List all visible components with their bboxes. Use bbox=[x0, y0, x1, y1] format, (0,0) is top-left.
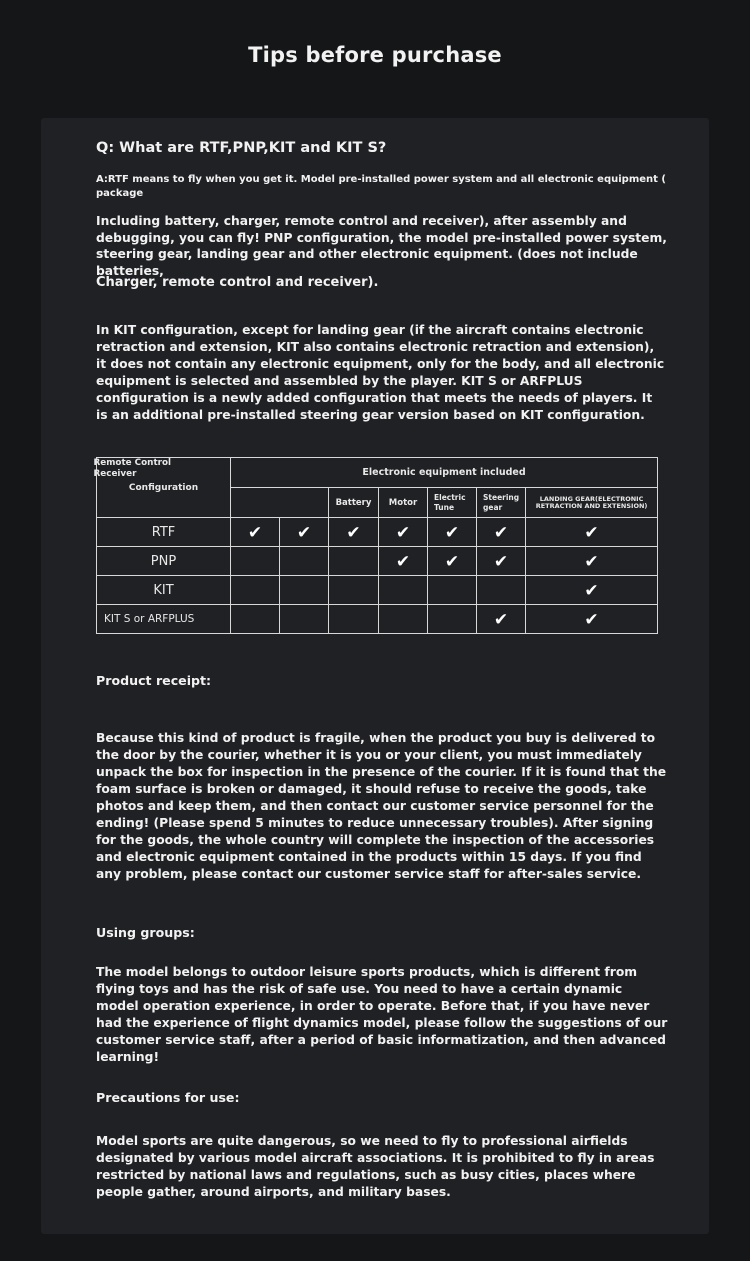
check-icon: ✔ bbox=[444, 522, 460, 543]
check-icon: ✔ bbox=[247, 522, 263, 543]
cell-2-2 bbox=[329, 576, 379, 605]
cell-2-6 bbox=[526, 576, 658, 605]
cell-0-1 bbox=[280, 518, 329, 547]
row-label: RTF bbox=[97, 518, 231, 547]
cell-1-5 bbox=[477, 547, 526, 576]
equipment-group-header: Electronic equipment included bbox=[231, 458, 658, 488]
faq-answer-continued: Charger, remote control and receiver). bbox=[96, 275, 379, 290]
cell-1-2 bbox=[329, 547, 379, 576]
check-icon: ✔ bbox=[296, 522, 312, 543]
cell-2-4 bbox=[428, 576, 477, 605]
cell-2-0 bbox=[231, 576, 280, 605]
receipt-text: Because this kind of product is fragile, when the product you buy is delivered to the door by the courier, whether it is you or your client, you must immediately unpack the box for inspection in the presence of the courier. If it is found that the foam surface is broken or damaged, it should refuse to receive the goods, take photos and keep them, and then contact our customer service personnel for the ending! (Please spend 5 minutes to reduce unnecessary troubles). After signing for the goods, the whole country will complete the inspection of the accessories and electronic equipment contained in the products within 15 days. If you find any problem, please contact our customer service staff for after-sales service. bbox=[96, 731, 667, 881]
check-icon: ✔ bbox=[584, 580, 599, 601]
table-row bbox=[97, 605, 658, 634]
table-row bbox=[97, 518, 658, 547]
cell-3-5 bbox=[477, 605, 526, 634]
precautions-text: Model sports are quite dangerous, so we need to fly to professional airfields designated by various model aircraft associations. It is prohibited to fly in areas restricted by national laws and regulations, such as busy cities, places where people gather, around airports, and military bases. bbox=[96, 1134, 655, 1199]
check-icon: ✔ bbox=[395, 551, 411, 572]
cell-1-3 bbox=[379, 547, 428, 576]
cell-3-4 bbox=[428, 605, 477, 634]
col-servo: Steering gear bbox=[477, 488, 526, 518]
cell-3-1 bbox=[280, 605, 329, 634]
cell-2-1 bbox=[280, 576, 329, 605]
check-icon: ✔ bbox=[584, 551, 599, 572]
groups-heading: Using groups: bbox=[96, 925, 195, 940]
cell-1-4 bbox=[428, 547, 477, 576]
cell-0-3 bbox=[379, 518, 428, 547]
cell-2-3 bbox=[379, 576, 428, 605]
table-row bbox=[97, 547, 658, 576]
groups-text: The model belongs to outdoor leisure sports products, which is different from flying toys and has the risk of safe use. You need to have a certain dynamic model operation experience, in order to operate. Before that, if you have never had the experience of flight dynamics model, please follow the suggestions of our customer service staff, after a period of basic informatization, and then advanced learning! bbox=[96, 965, 668, 1064]
cell-3-3 bbox=[379, 605, 428, 634]
cell-3-6 bbox=[526, 605, 658, 634]
col-esc: Electric Tune bbox=[428, 488, 477, 518]
precautions-heading: Precautions for use: bbox=[96, 1090, 240, 1105]
faq-answer-detail: Including battery, charger, remote control and receiver), after assembly and debugging, you can fly! PNP configuration, the model pre-installed power system, steering gear, landing gear and other electronic equipment. (does not include batteries, bbox=[96, 214, 667, 278]
check-icon: ✔ bbox=[584, 522, 599, 543]
check-icon: ✔ bbox=[493, 522, 509, 543]
configuration-table bbox=[93, 457, 658, 634]
col-motor: Motor bbox=[379, 488, 428, 518]
col-landing-gear: LANDING GEAR(ELECTRONIC RETRACTION AND EXTENSION) bbox=[526, 488, 658, 518]
cell-1-1 bbox=[280, 547, 329, 576]
kit-description: In KIT configuration, except for landing gear (if the aircraft contains electronic retraction and extension, KIT also contains electronic retraction and extension), it does not contain any electronic equipment, only for the body, and all electronic equipment is selected and assembled by the player. KIT S or ARFPLUS configuration is a newly added configuration that meets the needs of players. It is an additional pre-installed steering gear version based on KIT configuration. bbox=[96, 323, 665, 422]
check-icon: ✔ bbox=[493, 551, 509, 572]
receipt-heading: Product receipt: bbox=[96, 673, 212, 688]
cell-0-6 bbox=[526, 518, 658, 547]
col-battery: Battery bbox=[329, 488, 379, 518]
cell-0-4 bbox=[428, 518, 477, 547]
cell-3-0 bbox=[231, 605, 280, 634]
faq-question: Q: What are RTF,PNP,KIT and KIT S? bbox=[96, 140, 387, 156]
cell-1-6 bbox=[526, 547, 658, 576]
cell-1-0 bbox=[231, 547, 280, 576]
faq-answer-intro: A:RTF means to fly when you get it. Model pre-installed power system and all electronic equipment ( package bbox=[96, 174, 666, 199]
row-label: KIT S or ARFPLUS bbox=[97, 605, 231, 634]
cell-0-0 bbox=[231, 518, 280, 547]
cell-0-2 bbox=[329, 518, 379, 547]
row-label: PNP bbox=[97, 547, 231, 576]
check-icon: ✔ bbox=[395, 522, 411, 543]
check-icon: ✔ bbox=[444, 551, 460, 572]
check-icon: ✔ bbox=[493, 609, 509, 630]
col-remote-receiver-label: Remote Control Receiver bbox=[93, 457, 172, 479]
cell-3-2 bbox=[329, 605, 379, 634]
table-row bbox=[97, 576, 658, 605]
check-icon: ✔ bbox=[584, 609, 599, 630]
row-label: KIT bbox=[97, 576, 231, 605]
cell-0-5 bbox=[477, 518, 526, 547]
page-title: Tips before purchase bbox=[248, 43, 502, 67]
config-header: Configuration bbox=[97, 458, 231, 518]
check-icon: ✔ bbox=[346, 522, 361, 543]
cell-2-5 bbox=[477, 576, 526, 605]
